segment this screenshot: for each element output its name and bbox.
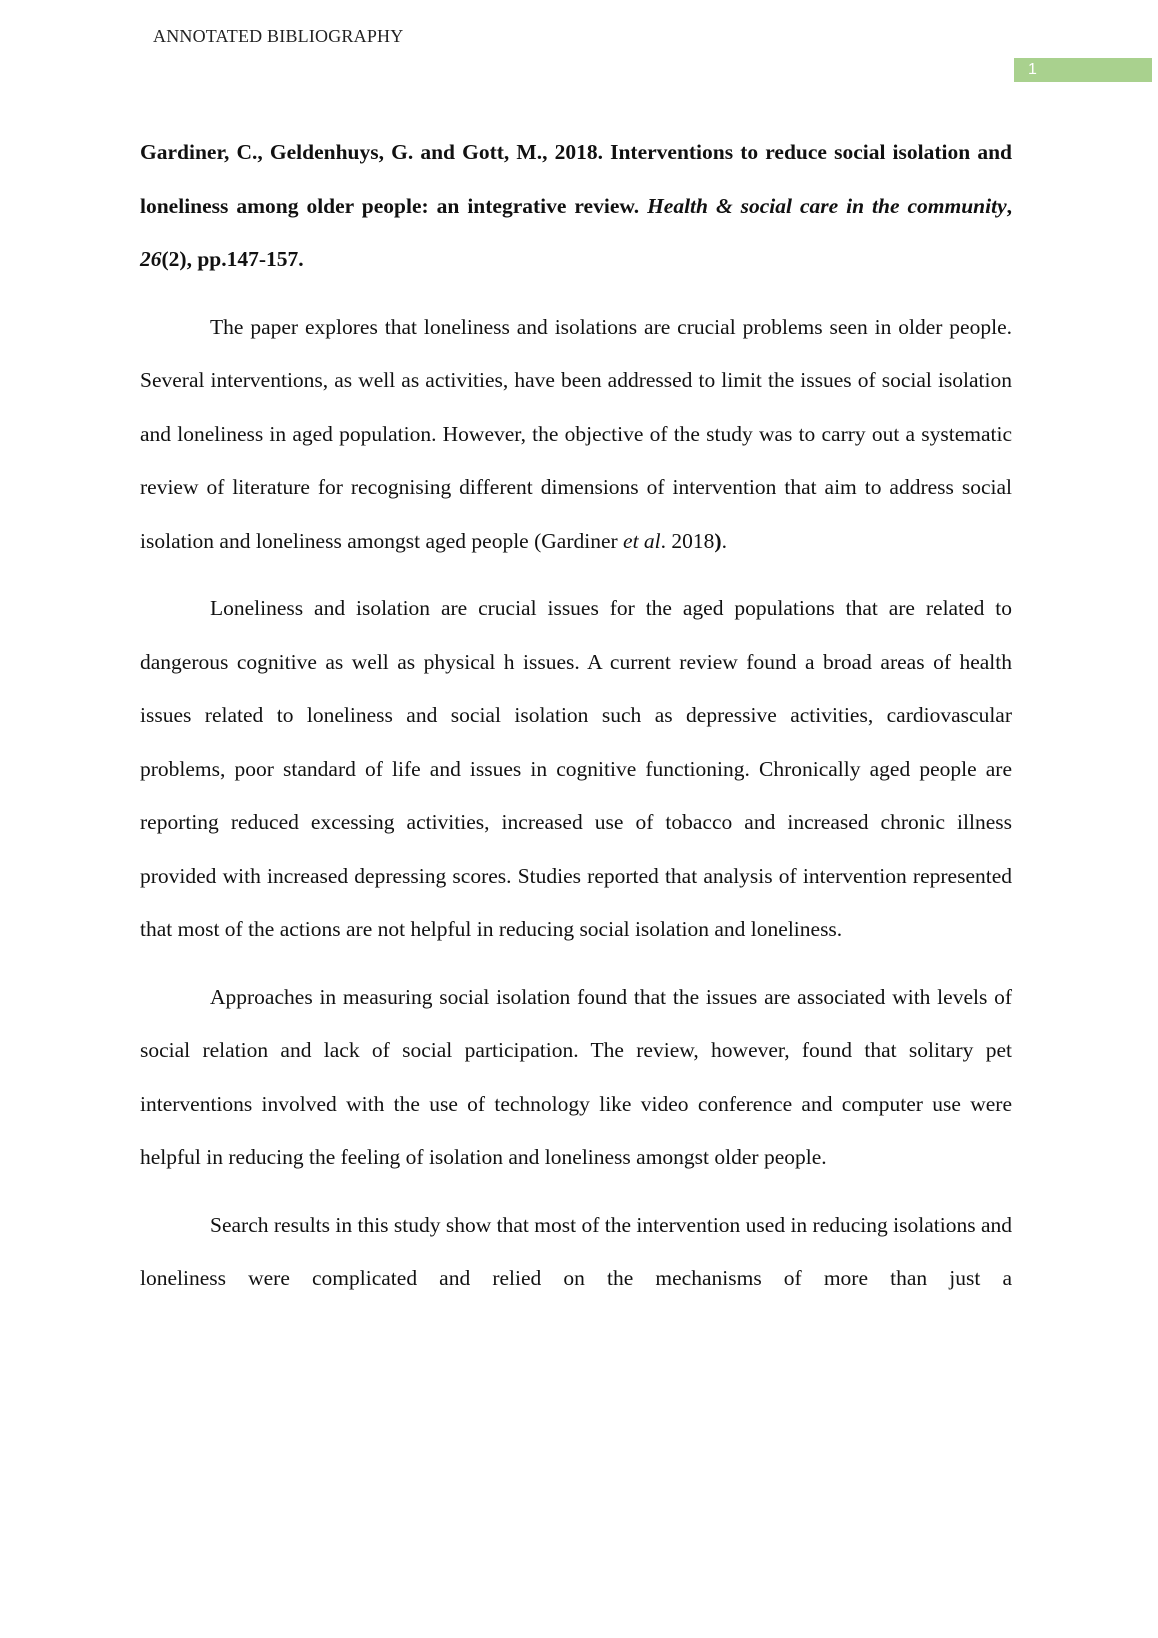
close-paren: ) bbox=[714, 528, 722, 553]
paragraph-4: Search results in this study show that most of the intervention used in reducing isolations and loneliness were complicated and relied on the mechanisms of more than just a bbox=[140, 1212, 1012, 1290]
paragraph-1 bbox=[140, 301, 1012, 569]
citation-volume: 26 bbox=[140, 247, 162, 271]
citation-journal: Health & social care in the community bbox=[647, 193, 1007, 218]
citation-authors-title: Gardiner, C., Geldenhuys, G. and Gott, M., 2018. Interventions to reduce social isolation and loneliness among older people: an integrative review. bbox=[140, 140, 1012, 218]
running-head: ANNOTATED BIBLIOGRAPHY bbox=[153, 26, 404, 46]
citation bbox=[140, 126, 1012, 287]
paragraph-2: Loneliness and isolation are crucial issues for the aged populations that are related to dangerous cognitive as well as physical h issues. A current review found a broad areas of health issues related to loneliness and social isolation such as depressive activities, cardiovascular problems, poor standard of life and issues in cognitive functioning. Chronically aged people are reporting reduced excessing activities, increased use of tobacco and increased chronic illness provided with increased depressing scores. Studies reported that analysis of intervention represented that most of the actions are not helpful in reducing social isolation and loneliness. bbox=[140, 596, 1012, 941]
et-al: et al bbox=[623, 528, 661, 553]
document-body bbox=[140, 126, 1012, 1320]
citation-issue-pages: (2), pp.147-157. bbox=[161, 247, 304, 271]
paragraph-3: Approaches in measuring social isolation found that the issues are associated with levels of social relation and lack of social participation. The review, however, found that solitary pet interventions involved with the use of technology like video conference and computer use were helpful in reducing the feeling of isolation and loneliness amongst older people. bbox=[140, 984, 1012, 1169]
page-number: 1 bbox=[1014, 58, 1152, 82]
period: . bbox=[721, 528, 727, 553]
citation-year: . 2018 bbox=[660, 528, 715, 553]
paragraph-1-text: The paper explores that loneliness and isolations are crucial problems seen in older people. Several interventions, as well as activities, have been addressed to limit the issues of social isolation and loneliness in aged population. However, the objective of the study was to carry out a systematic review of literature for recognising different dimensions of intervention that aim to address social isolation and loneliness amongst aged people (Gardiner bbox=[140, 314, 1012, 553]
citation-comma: , bbox=[1006, 193, 1012, 218]
